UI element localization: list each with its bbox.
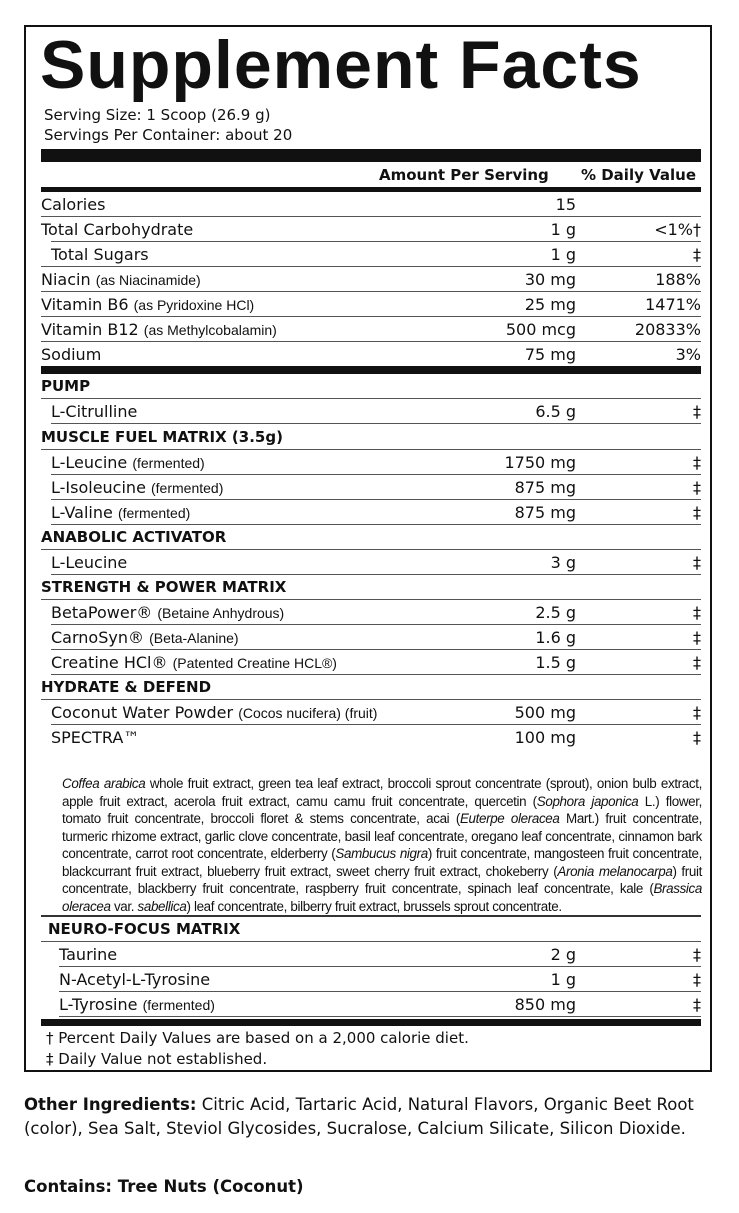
ingredient-name	[59, 944, 117, 966]
blend-divider	[41, 915, 701, 917]
ingredient-source: (as Methylcobalamin)	[143, 322, 277, 338]
section-heading-pump: PUMP	[41, 377, 91, 395]
ingredient-row	[41, 650, 701, 675]
ingredient-name-main: CarnoSyn®	[51, 628, 150, 647]
blend-text: var.	[110, 898, 138, 914]
ingredient-name	[51, 552, 127, 574]
ingredient-amount: 875 mg	[514, 503, 576, 522]
ingredient-name	[41, 269, 201, 291]
blend-text: whole fruit extract, green tea leaf extract, broccoli sprout concentrate (sprout), onion bulb extract, apple fruit extract, acerola fruit extract, camu camu fruit concentrate, quercetin (	[62, 776, 702, 809]
serving-size: Serving Size: 1 Scoop (26.9 g)	[44, 106, 271, 124]
servings-per-container: Servings Per Container: about 20	[44, 126, 293, 144]
ingredient-name-main: L-Valine	[51, 503, 118, 522]
ingredient-name	[41, 194, 105, 216]
ingredient-amount: 850 mg	[514, 995, 576, 1014]
ingredient-source: (fermented)	[132, 455, 205, 471]
blend-text: ) leaf concentrate, bilberry fruit extract, brussels sprout concentrate.	[186, 898, 562, 914]
daily-value-header: % Daily Value	[580, 166, 696, 184]
row-divider	[59, 1016, 701, 1017]
ingredient-daily-value: 20833%	[634, 320, 701, 339]
ingredient-row	[41, 267, 701, 292]
botanical-name: Euterpe oleracea	[459, 811, 560, 826]
ingredient-name-main: L-Leucine	[51, 453, 133, 472]
ingredient-amount: 1 g	[550, 245, 576, 264]
ingredient-daily-value: ‡	[693, 970, 701, 989]
ingredient-amount: 2 g	[550, 945, 576, 964]
ingredient-row	[41, 342, 701, 367]
botanical-name: Coffea arabica	[62, 776, 146, 791]
ingredient-row	[41, 292, 701, 317]
ingredient-name-main: Total Sugars	[51, 245, 149, 264]
ingredient-name	[51, 477, 223, 499]
ingredient-row	[41, 192, 701, 217]
other-ingredients-label: Other Ingredients:	[24, 1095, 197, 1114]
ingredient-source: (fermented)	[142, 997, 215, 1013]
ingredient-row	[41, 725, 701, 750]
ingredient-name-main: L-Leucine	[51, 553, 128, 572]
ingredient-row	[41, 550, 701, 575]
ingredient-name-main: L-Isoleucine	[51, 478, 151, 497]
spectra-blend-description	[62, 775, 702, 915]
ingredient-daily-value: ‡	[693, 995, 701, 1014]
ingredient-name	[51, 502, 190, 524]
ingredient-name-main: Vitamin B12	[41, 320, 144, 339]
botanical-name: Sambucus nigra	[335, 846, 428, 861]
ingredient-name	[41, 344, 101, 366]
botanical-name: Brassica oleracea	[62, 881, 702, 914]
ingredient-row	[41, 942, 701, 967]
ingredient-daily-value: ‡	[693, 728, 701, 747]
ingredient-row	[41, 317, 701, 342]
footnote-dagger: † Percent Daily Values are based on a 2,000 calorie diet.	[46, 1029, 469, 1047]
blend-text: ) fruit concentrate, blackberry fruit concentrate, raspberry fruit concentrate, spinach leaf concentrate, kale (	[62, 863, 703, 896]
ingredient-row	[41, 242, 701, 267]
ingredient-daily-value: ‡	[693, 503, 701, 522]
ingredient-amount: 1 g	[550, 970, 576, 989]
ingredient-name-main: N-Acetyl-L-Tyrosine	[59, 970, 211, 989]
ingredient-amount: 3 g	[550, 553, 576, 572]
ingredient-daily-value: ‡	[693, 653, 701, 672]
botanical-name: Aronia melanocarpa	[557, 863, 673, 879]
ingredient-name-main: Sodium	[41, 345, 102, 364]
ingredient-name-main: Niacin	[41, 270, 96, 289]
ingredient-daily-value: ‡	[693, 703, 701, 722]
ingredient-row	[41, 967, 701, 992]
ingredient-row	[41, 600, 701, 625]
ingredient-name	[51, 652, 337, 674]
ingredient-name-main: Total Carbohydrate	[41, 220, 194, 239]
footnote-double-dagger: ‡ Daily Value not established.	[46, 1050, 268, 1068]
botanical-name: sabellica	[137, 898, 187, 914]
ingredient-source: (as Niacinamide)	[95, 272, 201, 288]
ingredient-source: (fermented)	[151, 480, 224, 496]
ingredient-name-main: Vitamin B6	[41, 295, 134, 314]
blend-text: L.) flower, tomato fruit concentrate, broccoli floret & stems concentrate, acai (	[62, 793, 702, 826]
ingredient-source: (fermented)	[117, 505, 191, 521]
ingredient-daily-value: ‡	[693, 478, 701, 497]
other-ingredients	[24, 1093, 716, 1141]
ingredient-amount: 25 mg	[524, 295, 576, 314]
panel-title: Supplement Facts	[40, 27, 642, 103]
ingredient-amount: 1750 mg	[504, 453, 576, 472]
ingredient-source: (as Pyridoxine HCl)	[133, 297, 255, 313]
ingredient-source: (Patented Creatine HCL®)	[172, 655, 337, 671]
ingredient-daily-value: ‡	[693, 453, 701, 472]
ingredient-name-main: BetaPower®	[51, 603, 158, 622]
ingredient-row	[41, 700, 701, 725]
ingredient-name	[51, 452, 205, 474]
medium-divider	[41, 366, 701, 374]
allergen-statement: Contains: Tree Nuts (Coconut)	[24, 1177, 304, 1196]
ingredient-row	[41, 500, 701, 525]
section-heading-strength: STRENGTH & POWER MATRIX	[41, 578, 287, 596]
ingredient-amount: 15	[555, 195, 576, 214]
ingredient-row	[41, 475, 701, 500]
botanical-name: Sophora japonica	[536, 793, 639, 809]
ingredient-amount: 500 mcg	[505, 320, 576, 339]
ingredient-name	[51, 244, 149, 266]
ingredient-amount: 30 mg	[524, 270, 576, 289]
section-heading-hydrate: HYDRATE & DEFEND	[41, 678, 212, 696]
supplement-facts-panel	[24, 25, 712, 1072]
ingredient-amount: 75 mg	[524, 345, 576, 364]
ingredient-row	[41, 625, 701, 650]
ingredient-daily-value: ‡	[693, 628, 701, 647]
ingredient-daily-value: ‡	[693, 945, 701, 964]
ingredient-row	[41, 399, 701, 424]
section-heading-anabolic: ANABOLIC ACTIVATOR	[41, 528, 227, 546]
ingredient-name	[51, 602, 284, 624]
ingredient-amount: 6.5 g	[535, 402, 576, 421]
ingredient-name	[41, 294, 254, 316]
ingredient-daily-value: ‡	[693, 603, 701, 622]
ingredient-amount: 1 g	[550, 220, 576, 239]
ingredient-source: (Beta-Alanine)	[149, 630, 239, 646]
ingredient-name	[51, 727, 139, 749]
section-heading-neuro: NEURO-FOCUS MATRIX	[48, 920, 241, 938]
amount-per-serving-header: Amount Per Serving	[379, 166, 549, 184]
ingredient-amount: 1.6 g	[535, 628, 576, 647]
bottom-divider	[41, 1019, 701, 1026]
ingredient-name	[59, 969, 210, 991]
ingredient-name-main: L-Citrulline	[51, 402, 138, 421]
ingredient-daily-value: 3%	[675, 345, 701, 364]
ingredient-amount: 2.5 g	[535, 603, 576, 622]
ingredient-name-main: Calories	[41, 195, 106, 214]
ingredient-row	[41, 992, 701, 1017]
ingredient-name	[51, 702, 377, 724]
ingredient-name-main: SPECTRA™	[51, 728, 140, 747]
ingredient-name-main: Taurine	[59, 945, 118, 964]
ingredient-name	[41, 219, 193, 241]
ingredient-daily-value: 1471%	[645, 295, 701, 314]
ingredient-name	[41, 319, 277, 341]
row-divider	[51, 423, 701, 424]
ingredient-amount: 1.5 g	[535, 653, 576, 672]
ingredient-amount: 100 mg	[514, 728, 576, 747]
ingredient-daily-value: <1%†	[654, 220, 701, 239]
other-ingredients-text: Citric Acid, Tartaric Acid, Natural Flavors, Organic Beet Root (color), Sea Salt, Steviol Glycosides, Sucralose, Calcium Silicate, Silicon Dioxide.	[24, 1095, 694, 1138]
ingredient-row	[41, 217, 701, 242]
ingredient-name-main: L-Tyrosine	[59, 995, 143, 1014]
ingredient-amount: 500 mg	[514, 703, 576, 722]
blend-text: Mart.) fruit concentrate, turmeric rhizome extract, garlic clove concentrate, basil leaf concentrate, oregano leaf concentrate, cinnamon bark concentrate, carrot root concentrate, elderberry (	[62, 811, 703, 861]
ingredient-name	[51, 401, 137, 423]
ingredient-daily-value: 188%	[655, 270, 701, 289]
ingredient-daily-value: ‡	[693, 553, 701, 572]
ingredient-amount: 875 mg	[514, 478, 576, 497]
thick-divider	[41, 149, 701, 162]
ingredient-source: (Cocos nucifera) (fruit)	[238, 705, 378, 721]
ingredient-name-main: Creatine HCl®	[51, 653, 173, 672]
ingredient-name	[51, 627, 239, 649]
ingredient-name	[59, 994, 215, 1016]
ingredient-source: (Betaine Anhydrous)	[157, 605, 285, 621]
ingredient-daily-value: ‡	[693, 245, 701, 264]
blend-text: ) fruit concentrate, mangosteen fruit concentrate, blackcurrant fruit extract, blueberry fruit extract, sweet cherry fruit extract, chokeberry (	[62, 846, 702, 879]
ingredient-row	[41, 450, 701, 475]
ingredient-daily-value: ‡	[693, 402, 701, 421]
ingredient-name-main: Coconut Water Powder	[51, 703, 239, 722]
section-heading-muscle: MUSCLE FUEL MATRIX (3.5g)	[41, 428, 283, 446]
